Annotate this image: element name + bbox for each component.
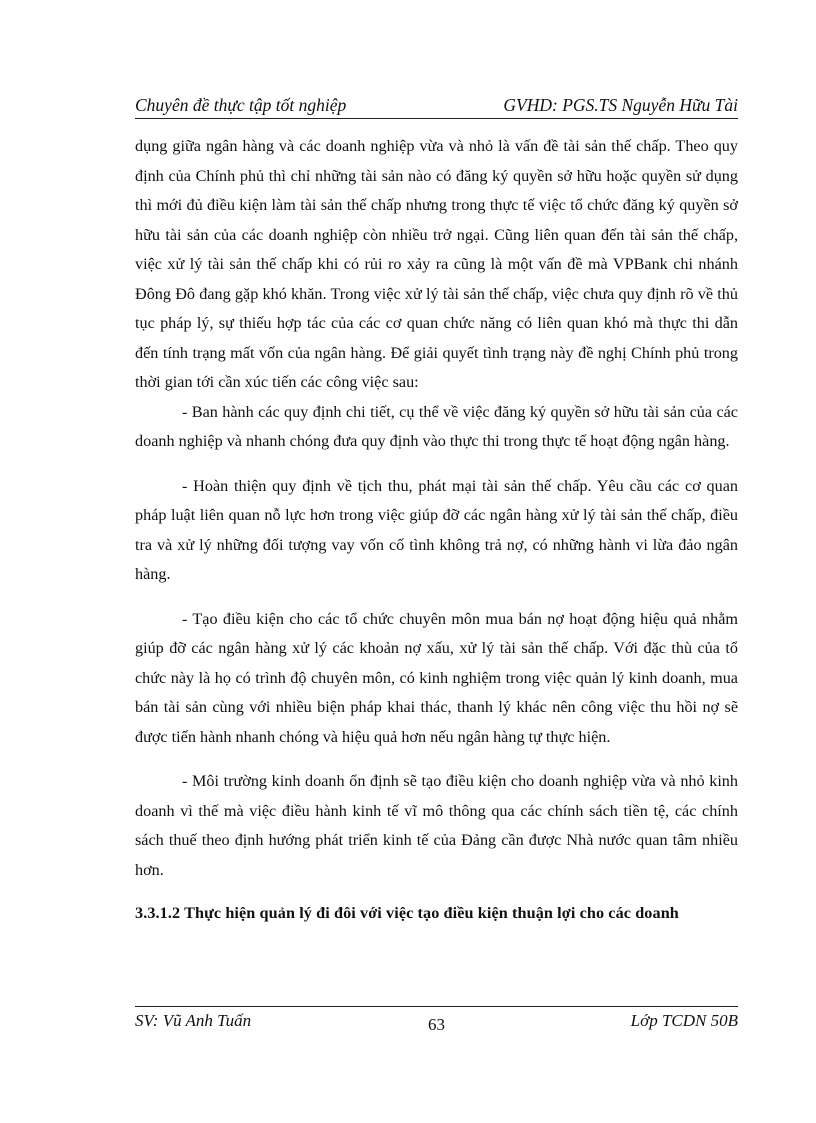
header-supervisor: GVHD: PGS.TS Nguyễn Hữu Tài xyxy=(503,95,738,115)
list-item-collateral-seizure: - Hoàn thiện quy định về tịch thu, phát mại tài sản thế chấp. Yêu cầu các cơ quan pháp luật liên quan nỗ lực hơn trong việc giúp đỡ các ngân hàng xử lý tài sản thế chấp, điều tra và xử lý những đối tượng vay vốn cố tình không trả nợ, có những hành vi lừa đảo ngân hàng. xyxy=(135,476,738,583)
paragraph-intro: dụng giữa ngân hàng và các doanh nghiệp vừa và nhỏ là vấn đề tài sản thế chấp. Theo quy định của Chính phủ thì chỉ những tài sản nào có đăng ký quyền sở hữu hoặc quyền sử dụng thì mới đủ điều kiện làm tài sản thế chấp nhưng trong thực tế việc tổ chức đăng ký quyền sở hữu tài sản của các doanh nghiệp còn nhiều trở ngại. Cũng liên quan đến tài sản thế chấp, việc xử lý tài sản thế chấp khi có rủi ro xảy ra cũng là một vấn đề mà VPBank chi nhánh Đông Đô đang gặp khó khăn. Trong việc xử lý tài sản thế chấp, việc chưa quy định rõ về thủ tục pháp lý, sự thiếu hợp tác của các cơ quan chức năng có liên quan khó mà thực thi dẫn đến tính trạng mất vốn của ngân hàng. Để giải quyết tình trạng này đề nghị Chính phủ trong thời gian tới cần xúc tiến các công việc sau: xyxy=(135,137,738,391)
page-footer xyxy=(135,1006,738,1035)
page-header xyxy=(135,88,738,119)
section-heading: 3.3.1.2 Thực hiện quản lý đi đôi với việc tạo điều kiện thuận lợi cho các doanh xyxy=(135,904,679,922)
footer-student-name: SV: Vũ Anh Tuấn xyxy=(135,1011,252,1030)
list-item-debt-trading: - Tạo điều kiện cho các tổ chức chuyên môn mua bán nợ hoạt động hiệu quả nhằm giúp đỡ các ngân hàng xử lý các khoản nợ xấu, xử lý tài sản thế chấp. Với đặc thù của tổ chức này là họ có trình độ chuyên môn, có kinh nghiệm trong việc quản lý kinh doanh, mua bán tài sản cùng với nhiều biện pháp khai thác, thanh lý khác nên công việc thu hồi nợ sẽ được tiến hành nhanh chóng và hiệu quả hơn nếu ngân hàng tự thực hiện. xyxy=(135,609,738,746)
list-item-business-environment: - Môi trường kinh doanh ổn định sẽ tạo điều kiện cho doanh nghiệp vừa và nhỏ kinh doanh vì thế mà việc điều hành kinh tế vĩ mô thông qua các chính sách tiền tệ, các chính sách thuế theo định hướng phát triển kinh tế của Đảng cần được Nhà nước quan tâm nhiều hơn. xyxy=(135,772,738,879)
list-item-ownership-registration: - Ban hành các quy định chi tiết, cụ thể về việc đăng ký quyền sở hữu tài sản của các doanh nghiệp và nhanh chóng đưa quy định vào thực thi trong thực tế hoạt động ngân hàng. xyxy=(135,402,738,450)
footer-class-code: Lớp TCDN 50B xyxy=(630,1011,738,1030)
header-document-title: Chuyên đề thực tập tốt nghiệp xyxy=(135,95,347,115)
page-body xyxy=(135,132,738,929)
page-number: 63 xyxy=(428,1015,445,1034)
